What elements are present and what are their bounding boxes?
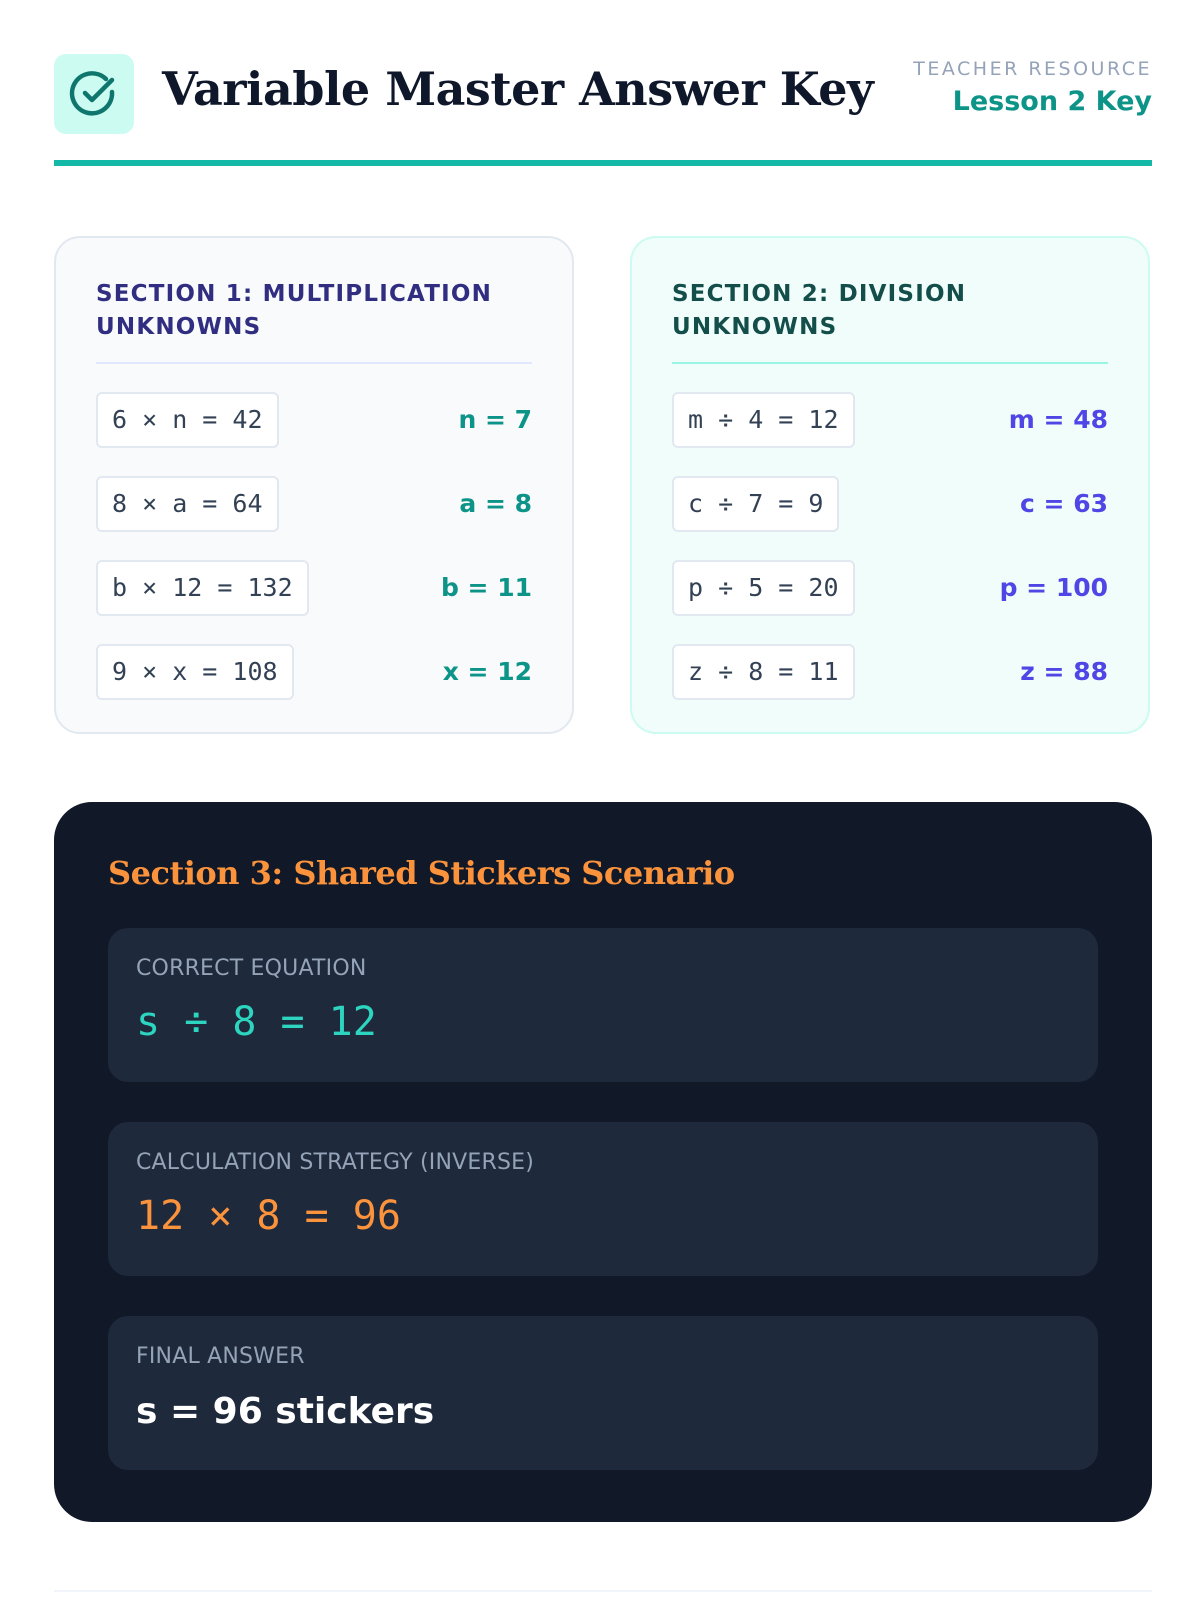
strategy-equation: 12 × 8 = 96	[136, 1193, 401, 1239]
final-answer-panel	[108, 1316, 1098, 1470]
equation: p ÷ 5 = 20	[672, 560, 855, 616]
section-2-title: SECTION 2: DIVISION UNKNOWNS	[672, 278, 1108, 364]
final-answer: s = 96 stickers	[136, 1391, 435, 1432]
check-circle-icon	[54, 54, 134, 134]
section-3-card	[54, 802, 1152, 1522]
problem-row	[96, 560, 532, 616]
answer: c = 63	[1020, 489, 1108, 518]
panel-label: FINAL ANSWER	[136, 1344, 305, 1369]
problem-row	[96, 644, 532, 700]
footer-divider	[54, 1590, 1152, 1592]
equation: c ÷ 7 = 9	[672, 476, 839, 532]
equation: z ÷ 8 = 11	[672, 644, 855, 700]
problem-row	[96, 476, 532, 532]
answer: n = 7	[458, 405, 532, 434]
equation: m ÷ 4 = 12	[672, 392, 855, 448]
panel-label: CORRECT EQUATION	[136, 956, 367, 981]
correct-equation-panel	[108, 928, 1098, 1082]
section-1-title: SECTION 1: MULTIPLICATION UNKNOWNS	[96, 278, 532, 364]
page-title: Variable Master Answer Key	[162, 62, 874, 116]
answer: a = 8	[459, 489, 532, 518]
section-2-card	[630, 236, 1150, 734]
lesson-label: Lesson 2 Key	[952, 86, 1152, 117]
equation: 9 × x = 108	[96, 644, 294, 700]
section-3-title: Section 3: Shared Stickers Scenario	[108, 854, 735, 892]
answer: x = 12	[442, 657, 532, 686]
answer: b = 11	[440, 573, 532, 602]
header-meta	[913, 58, 1152, 117]
problem-row	[672, 644, 1108, 700]
strategy-panel	[108, 1122, 1098, 1276]
answer: m = 48	[1008, 405, 1108, 434]
correct-equation: s ÷ 8 = 12	[136, 999, 377, 1045]
problem-row	[96, 392, 532, 448]
resource-eyebrow: TEACHER RESOURCE	[913, 58, 1152, 80]
equation: 6 × n = 42	[96, 392, 279, 448]
problem-row	[672, 560, 1108, 616]
page-header	[54, 54, 1152, 166]
equation: b × 12 = 132	[96, 560, 309, 616]
answer: p = 100	[999, 573, 1108, 602]
panel-label: CALCULATION STRATEGY (INVERSE)	[136, 1150, 535, 1175]
answer: z = 88	[1020, 657, 1108, 686]
problem-row	[672, 392, 1108, 448]
problem-row	[672, 476, 1108, 532]
section-1-card	[54, 236, 574, 734]
equation: 8 × a = 64	[96, 476, 279, 532]
